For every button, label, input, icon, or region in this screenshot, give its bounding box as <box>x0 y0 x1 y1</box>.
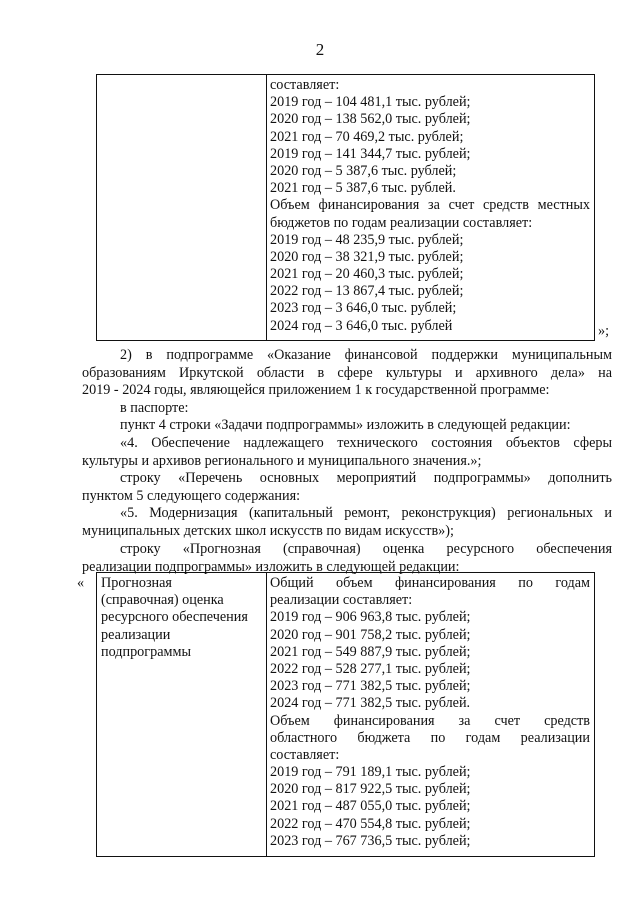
paragraph-line: культуры и архивов регионального и муниципального значения.»; <box>82 452 482 469</box>
paragraph-line: пункт 4 строки «Задачи подпрограммы» изложить в следующей редакции: <box>120 417 571 433</box>
cell-line: 2023 год – 3 646,0 тыс. рублей; <box>270 300 457 317</box>
page-number: 2 <box>315 40 325 59</box>
cell-line: 2020 год – 5 387,6 тыс. рублей; <box>270 162 457 179</box>
cell-line: подпрограммы <box>101 643 191 660</box>
cell-line: 2023 год – 767 736,5 тыс. рублей; <box>270 832 471 849</box>
paragraph-line: строку «Перечень основных мероприятий подпрограммы» дополнить <box>120 470 612 486</box>
table-1-closing-quote: »; <box>598 323 610 339</box>
table-2-opening-quote: « <box>77 575 85 591</box>
cell-line: Объем финансирования за счет средств <box>270 712 590 729</box>
paragraph-line: строку «Прогнозная (справочная) оценка ресурсного обеспечения <box>120 541 612 557</box>
cell-line: 2022 год – 13 867,4 тыс. рублей; <box>270 283 464 300</box>
cell-line: 2020 год – 901 758,2 тыс. рублей; <box>270 626 471 643</box>
cell-line: 2022 год – 470 554,8 тыс. рублей; <box>270 815 471 832</box>
paragraph-line: образованиям Иркутской области в сфере культуры и архивного дела» на <box>82 364 612 381</box>
paragraph-line: пунктом 5 следующего содержания: <box>82 487 301 504</box>
cell-line: Прогнозная <box>101 575 172 591</box>
cell-line: 2021 год – 20 460,3 тыс. рублей; <box>270 266 464 283</box>
table-2-left-cell <box>101 575 263 661</box>
cell-line: 2021 год – 70 469,2 тыс. рублей; <box>270 128 464 145</box>
cell-line: Объем финансирования за счет средств местных <box>270 197 590 214</box>
cell-line: составляет: <box>270 77 340 93</box>
cell-line: 2019 год – 104 481,1 тыс. рублей; <box>270 94 471 111</box>
cell-line: составляет: <box>270 746 340 763</box>
cell-line: Общий объем финансирования по годам <box>270 575 590 591</box>
paragraph <box>82 470 612 505</box>
paragraph <box>82 400 612 418</box>
cell-line: бюджетов по годам реализации составляет: <box>270 214 533 231</box>
paragraph-line: муниципальных детских школ искусств по видам искусств»); <box>82 522 454 539</box>
cell-line: 2022 год – 528 277,1 тыс. рублей; <box>270 660 471 677</box>
paragraph-line: «5. Модернизация (капитальный ремонт, реконструкция) региональных и <box>120 505 612 521</box>
table-1-right-cell <box>270 77 590 335</box>
paragraph-line: реализации подпрограммы» изложить в следующей редакции: <box>82 558 460 575</box>
cell-line: ресурсного обеспечения <box>101 609 248 626</box>
cell-line: 2021 год – 5 387,6 тыс. рублей. <box>270 180 456 197</box>
paragraph-line: 2) в подпрограмме «Оказание финансовой поддержки муниципальным <box>120 347 612 363</box>
paragraph <box>82 347 612 400</box>
cell-line: 2019 год – 48 235,9 тыс. рублей; <box>270 231 464 248</box>
cell-line: 2021 год – 487 055,0 тыс. рублей; <box>270 798 471 815</box>
cell-line: реализации составляет: <box>270 592 413 609</box>
paragraph-line: «4. Обеспечение надлежащего технического состояния объектов сферы <box>120 435 612 451</box>
cell-line: 2019 год – 791 189,1 тыс. рублей; <box>270 764 471 781</box>
table-1-divider <box>266 75 267 340</box>
cell-line: 2019 год – 906 963,8 тыс. рублей; <box>270 609 471 626</box>
paragraph-line: в паспорте: <box>120 400 189 416</box>
paragraph <box>82 435 612 470</box>
paragraph <box>82 541 612 576</box>
cell-line: 2024 год – 3 646,0 тыс. рублей <box>270 317 453 334</box>
cell-line: 2023 год – 771 382,5 тыс. рублей; <box>270 678 471 695</box>
table-2-right-cell <box>270 575 590 850</box>
cell-line: (справочная) оценка <box>101 592 224 609</box>
cell-line: 2020 год – 817 922,5 тыс. рублей; <box>270 781 471 798</box>
cell-line: 2020 год – 138 562,0 тыс. рублей; <box>270 111 471 128</box>
paragraph-line: 2019 - 2024 годы, являющейся приложением 1 к государственной программе: <box>82 382 550 398</box>
cell-line: 2021 год – 549 887,9 тыс. рублей; <box>270 643 471 660</box>
paragraph <box>82 505 612 540</box>
cell-line: 2024 год – 771 382,5 тыс. рублей. <box>270 695 471 712</box>
cell-line: 2020 год – 38 321,9 тыс. рублей; <box>270 248 464 265</box>
table-2-divider <box>266 573 267 856</box>
cell-line: областного бюджета по годам реализации <box>270 729 590 746</box>
paragraph <box>82 417 612 435</box>
cell-line: реализации <box>101 626 171 643</box>
cell-line: 2019 год – 141 344,7 тыс. рублей; <box>270 145 471 162</box>
